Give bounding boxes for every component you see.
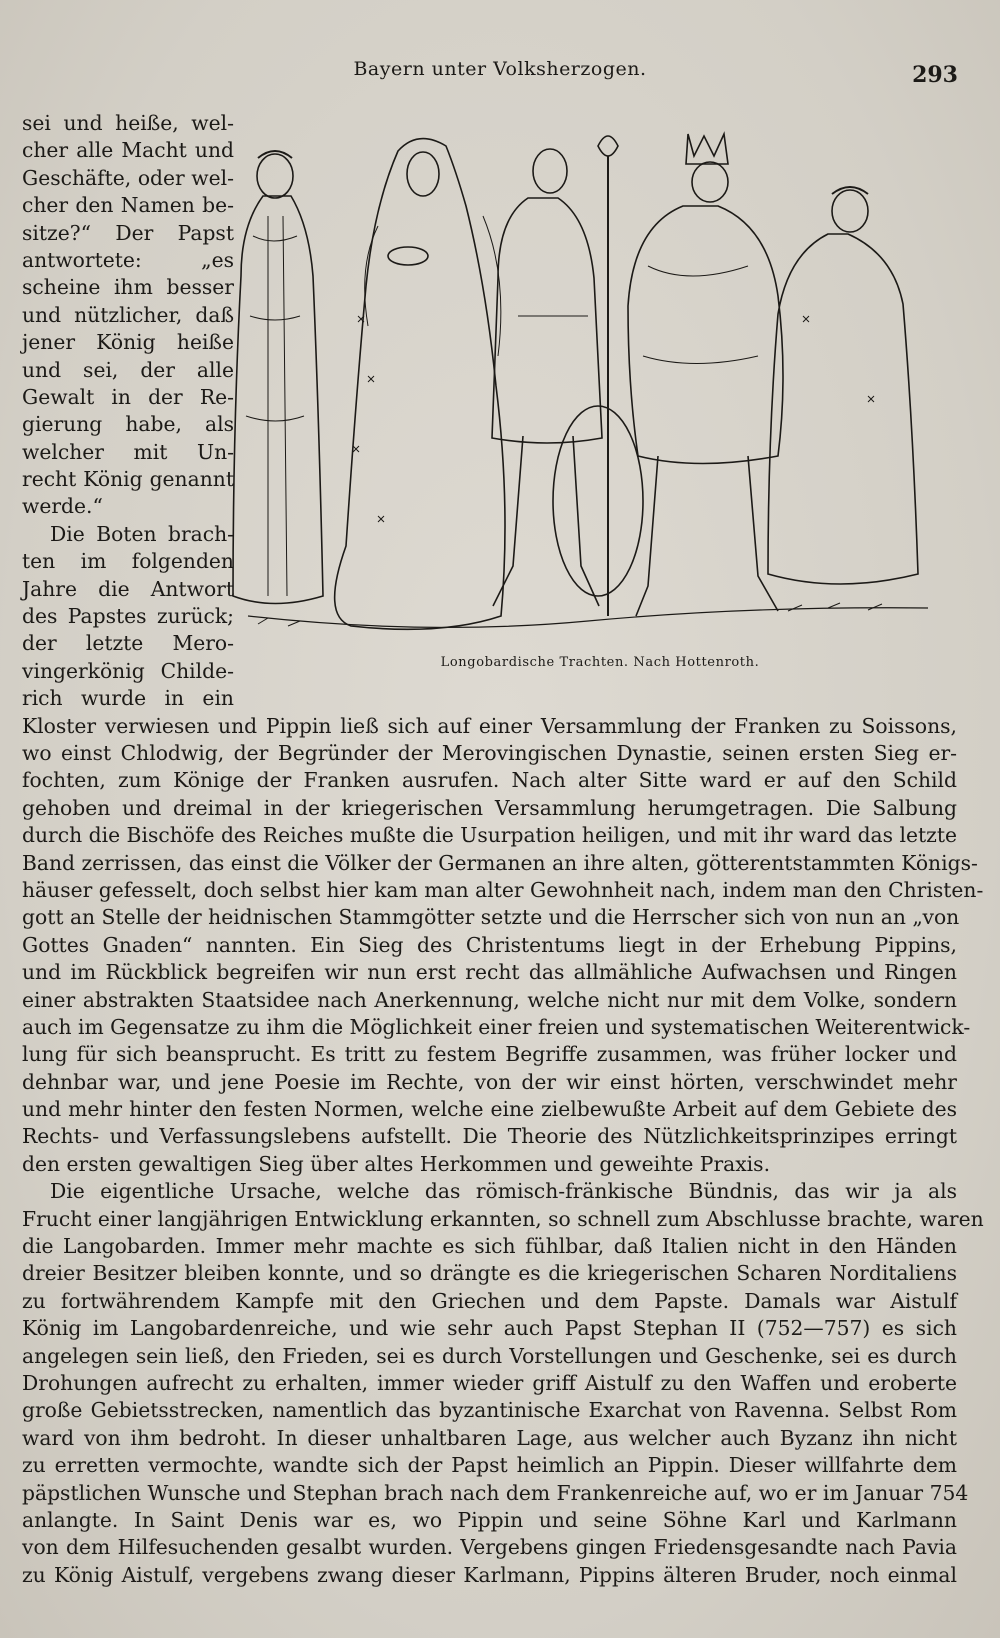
text-line: Rechts- und Verfassungslebens aufstellt. Die Theorie des Nützlichkeitsprinzipes erringt bbox=[22, 1124, 957, 1149]
text-line: vingerkönig Childe- bbox=[22, 658, 234, 683]
figure-caption: Longobardische Trachten. Nach Hottenroth. bbox=[440, 655, 760, 670]
text-line: ward von ihm bedroht. In dieser unhaltbaren Lage, aus welcher auch Byzanz ihn nicht bbox=[22, 1425, 957, 1450]
text-line: Die eigentliche Ursache, welche das römisch-fränkische Bündnis, das wir ja als bbox=[50, 1179, 957, 1204]
text-line: dreier Besitzer bleiben konnte, und so drängte es die kriegerischen Scharen Norditaliens bbox=[22, 1261, 957, 1286]
text-line: große Gebietsstrecken, namentlich das byzantinische Exarchat von Ravenna. Selbst Rom bbox=[22, 1398, 957, 1423]
text-line: Frucht einer langjährigen Entwicklung erkannten, so schnell zum Abschlusse brachte, waren bbox=[22, 1206, 984, 1231]
text-line: rich wurde in ein bbox=[22, 686, 234, 711]
text-line: dehnbar war, und jene Poesie im Rechte, von der wir einst hörten, verschwindet mehr bbox=[22, 1069, 957, 1094]
text-line: des Papstes zurück; bbox=[22, 604, 234, 629]
text-line: werde.“ bbox=[22, 494, 103, 519]
text-line: Band zerrissen, das einst die Völker der Germanen an ihre alten, götterentstammten Königs- bbox=[22, 850, 978, 875]
text-line: Die Boten brach- bbox=[50, 521, 234, 546]
text-line: und nützlicher, daß bbox=[22, 302, 234, 327]
text-line: Jahre die Antwort bbox=[22, 576, 234, 601]
text-line: fochten, zum Könige der Franken ausrufen. Nach alter Sitte ward er auf den Schild bbox=[22, 768, 957, 793]
text-line: gierung habe, als bbox=[22, 412, 234, 437]
text-line: zu fortwährendem Kampfe mit den Griechen und dem Papste. Damals war Aistulf bbox=[22, 1288, 957, 1313]
text-line: päpstlichen Wunsche und Stephan brach nach dem Frankenreiche auf, wo er im Januar 754 bbox=[22, 1480, 969, 1505]
text-line: scheine ihm besser bbox=[22, 275, 234, 300]
text-line: Gewalt in der Re- bbox=[22, 384, 234, 409]
text-line: einer abstrakten Staatsidee nach Anerkennung, welche nicht nur mit dem Volke, sondern bbox=[22, 987, 957, 1012]
text-line: gehoben und dreimal in der kriegerischen Versammlung herumgetragen. Die Salbung bbox=[22, 795, 957, 820]
text-line: und mehr hinter den festen Normen, welche eine zielbewußte Arbeit auf dem Gebiete des bbox=[22, 1097, 957, 1122]
text-line: König im Langobardenreiche, und wie sehr auch Papst Stephan II (752—757) es sich bbox=[22, 1316, 957, 1341]
running-head: Bayern unter Volksherzogen. bbox=[353, 58, 647, 80]
text-line: der letzte Mero- bbox=[22, 631, 234, 656]
text-line: und sei, der alle bbox=[22, 357, 234, 382]
text-line: lung für sich beansprucht. Es tritt zu festem Begriffe zusammen, was früher locker und bbox=[22, 1042, 957, 1067]
text-line: ten im folgenden bbox=[22, 549, 234, 574]
text-line: die Langobarden. Immer mehr machte es sich fühlbar, daß Italien nicht in den Händen bbox=[22, 1234, 957, 1259]
text-line: zu König Aistulf, vergebens zwang dieser Karlmann, Pippins älteren Bruder, noch einmal bbox=[22, 1562, 957, 1587]
text-line: häuser gefesselt, doch selbst hier kam man alter Gewohnheit nach, indem man den Christen- bbox=[22, 877, 984, 902]
text-line: anlangte. In Saint Denis war es, wo Pippin und seine Söhne Karl und Karlmann bbox=[22, 1507, 957, 1532]
text-line: wo einst Chlodwig, der Begründer der Merovingischen Dynastie, seinen ersten Sieg er- bbox=[22, 740, 957, 765]
text-line: antwortete: „es bbox=[22, 247, 234, 272]
text-line: welcher mit Un- bbox=[22, 439, 234, 464]
text-line: sitze?“ Der Papst bbox=[22, 220, 234, 245]
text-line: cher alle Macht und bbox=[22, 138, 234, 163]
text-line: von dem Hilfesuchenden gesalbt wurden. Vergebens gingen Friedensgesandte nach Pavia bbox=[22, 1535, 957, 1560]
text-line: und im Rückblick begreifen wir nun erst recht das allmähliche Aufwachsen und Ringen bbox=[22, 960, 957, 985]
text-line: zu erretten vermochte, wandte sich der Papst heimlich an Pippin. Dieser willfahrte dem bbox=[22, 1453, 957, 1478]
text-line: Gottes Gnaden“ nannten. Ein Sieg des Christentums liegt in der Erhebung Pippins, bbox=[22, 932, 957, 957]
page-number: 293 bbox=[912, 62, 958, 88]
body-text bbox=[22, 110, 984, 1589]
text-line: recht König genannt bbox=[22, 467, 234, 492]
text-line: angelegen sein ließ, den Frieden, sei es durch Vorstellungen und Geschenke, sei es durch bbox=[22, 1343, 957, 1368]
text-line: sei und heiße, wel- bbox=[22, 111, 234, 135]
text-line: den ersten gewaltigen Sieg über altes Herkommen und geweihte Praxis. bbox=[22, 1151, 771, 1176]
text-line: Drohungen aufrecht zu erhalten, immer wieder griff Aistulf zu den Waffen und eroberte bbox=[22, 1370, 957, 1395]
text-line: durch die Bischöfe des Reiches mußte die Usurpation heiligen, und mit ihr ward das letzte bbox=[22, 823, 957, 848]
text-line: gott an Stelle der heidnischen Stammgötter setzte und die Herrscher sich von nun an „von bbox=[22, 905, 960, 930]
text-line: auch im Gegensatze zu ihm die Möglichkeit einer freien und systematischen Weiterentwick- bbox=[22, 1014, 971, 1039]
text-line: Geschäfte, oder wel- bbox=[22, 165, 234, 190]
text-line: Kloster verwiesen und Pippin ließ sich auf einer Versammlung der Franken zu Soissons, bbox=[22, 713, 957, 738]
text-line: jener König heiße bbox=[22, 330, 234, 355]
text-line: cher den Namen be- bbox=[22, 193, 234, 218]
